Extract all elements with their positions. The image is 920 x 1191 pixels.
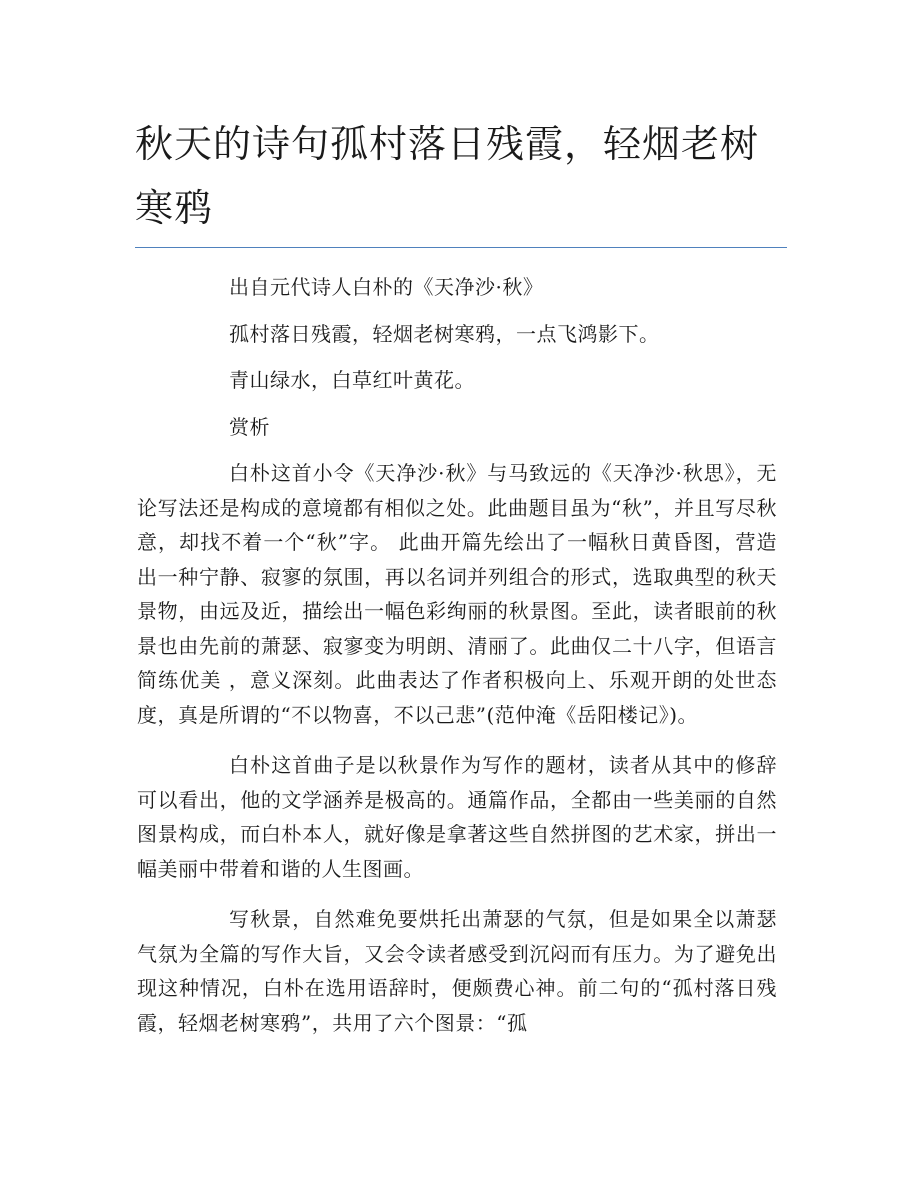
page-title: 秋天的诗句孤村落日残霞，轻烟老树寒鸦 <box>135 122 760 230</box>
poem-line-2: 青山绿水，白草红叶黄花。 <box>229 368 475 392</box>
title-divider <box>135 247 787 248</box>
poem-line-1: 孤村落日残霞，轻烟老树寒鸦，一点飞鸿影下。 <box>229 321 660 346</box>
paragraph: 白朴这首小令《天净沙·秋》与马致远的《天净沙·秋思》，无论写法还是构成的意境都有相似之处。此曲题目虽为“秋”，并且写尽秋意，却找不着一个“秋”字。 此曲开篇先绘出了一幅秋日黄昏图，营造出一种宁静、寂寥的氛围，再以名词并列组合的形式，选取典型的秋天景物，由远及近，描绘出一幅色彩绚丽的秋景图。至此，读者眼前的秋景也由先前的萧瑟、寂寥变为明朗、清丽了。此曲仅二十八字，但语言简练优美 ，意义深刻。此曲表达了作者积极向上、乐观开朗的处世态度，真是所谓的“不以物喜，不以己悲”(范仲淹《岳阳楼记》)。 <box>137 461 777 727</box>
document-body <box>137 270 777 1056</box>
section-heading: 赏析 <box>229 414 270 439</box>
paragraph: 白朴这首曲子是以秋景作为写作的题材，读者从其中的修辞可以看出，他的文学涵养是极高的。通篇作品，全都由一些美丽的自然图景构成，而白朴本人，就好像是拿著这些自然拼图的艺术家，拼出一幅美丽中带着和谐的人生图画。 <box>137 753 777 881</box>
paragraph: 写秋景，自然难免要烘托出萧瑟的气氛，但是如果全以萧瑟气氛为全篇的写作大旨，又会令读者感受到沉闷而有压力。为了避免出现这种情况，白朴在选用语辞时，便颇费心神。前二句的“孤村落日残霞，轻烟老树寒鸦”，共用了六个图景：“孤 <box>137 907 777 1035</box>
source-line: 出自元代诗人白朴的《天净沙·秋》 <box>229 275 544 299</box>
